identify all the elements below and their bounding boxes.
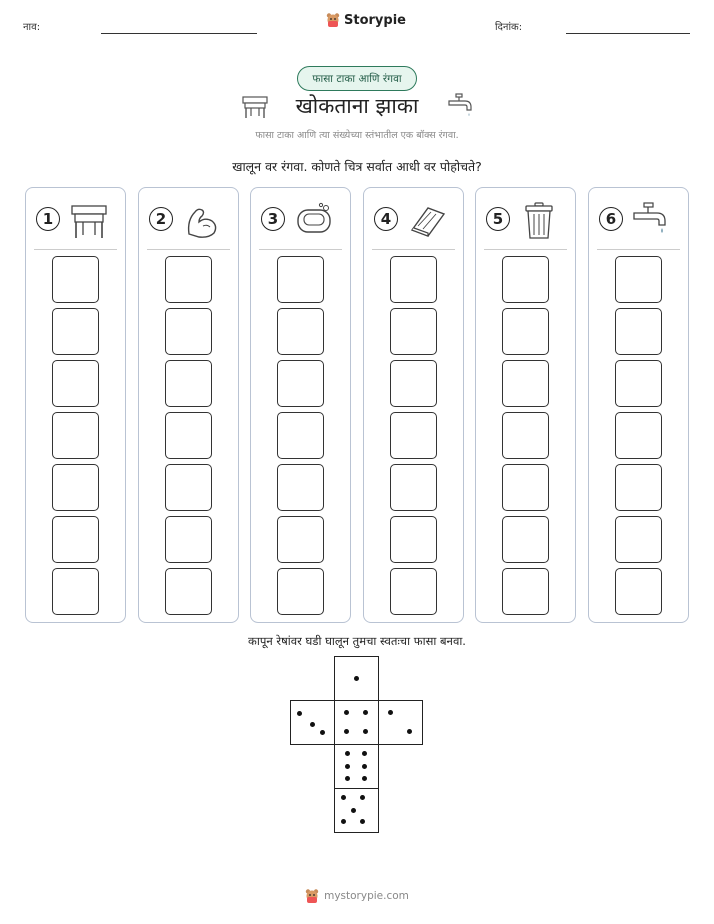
die-pip: [345, 764, 350, 769]
color-box[interactable]: [502, 412, 549, 459]
color-box[interactable]: [165, 516, 212, 563]
color-box[interactable]: [502, 568, 549, 615]
color-box[interactable]: [502, 360, 549, 407]
column-number: 6: [599, 207, 623, 231]
die-pip: [362, 751, 367, 756]
color-box[interactable]: [277, 412, 324, 459]
die-pip: [388, 710, 393, 715]
column-divider: [259, 249, 342, 250]
die-pip: [345, 776, 350, 781]
column-divider: [597, 249, 680, 250]
color-box[interactable]: [390, 568, 437, 615]
color-box[interactable]: [52, 464, 99, 511]
die-pip: [344, 710, 349, 715]
color-box[interactable]: [52, 568, 99, 615]
color-box[interactable]: [165, 568, 212, 615]
color-box[interactable]: [277, 568, 324, 615]
die-pip: [360, 795, 365, 800]
column-2: [138, 187, 239, 623]
die-pip: [341, 795, 346, 800]
die-pip: [310, 722, 315, 727]
column-header: [374, 200, 455, 240]
trash-can-icon: [518, 200, 560, 240]
die-pip: [351, 808, 356, 813]
color-box[interactable]: [502, 256, 549, 303]
die-pip: [407, 729, 412, 734]
color-box[interactable]: [615, 412, 662, 459]
color-box[interactable]: [390, 516, 437, 563]
color-box[interactable]: [390, 464, 437, 511]
color-box[interactable]: [277, 308, 324, 355]
column-5: [475, 187, 576, 623]
die-face-5: [334, 788, 379, 833]
color-box[interactable]: [165, 464, 212, 511]
brand-name: Storypie: [344, 12, 406, 28]
column-3: [250, 187, 351, 623]
color-box[interactable]: [390, 412, 437, 459]
column-divider: [372, 249, 455, 250]
color-box[interactable]: [390, 360, 437, 407]
bear-logo-icon: [326, 12, 340, 28]
color-box[interactable]: [165, 256, 212, 303]
die-pip: [363, 729, 368, 734]
column-header: [36, 200, 117, 240]
color-box[interactable]: [52, 308, 99, 355]
die-pip: [360, 819, 365, 824]
column-header: [261, 200, 342, 240]
color-box[interactable]: [165, 412, 212, 459]
color-box[interactable]: [165, 360, 212, 407]
die-pip: [362, 764, 367, 769]
column-number: 4: [374, 207, 398, 231]
page-title: खोकताना झाका: [295, 94, 419, 118]
column-header: [486, 200, 567, 240]
die-face-1: [334, 656, 379, 701]
brand-logo: [326, 12, 406, 28]
color-box[interactable]: [615, 516, 662, 563]
column-divider: [34, 249, 117, 250]
die-face-2: [378, 700, 423, 745]
column-header: [599, 200, 680, 240]
color-box[interactable]: [277, 516, 324, 563]
column-4: [363, 187, 464, 623]
die-pip: [341, 819, 346, 824]
column-1: [25, 187, 126, 623]
column-divider: [484, 249, 567, 250]
color-box[interactable]: [277, 464, 324, 511]
towel-icon: [406, 200, 448, 240]
die-face-6: [334, 744, 379, 789]
die-pip: [320, 730, 325, 735]
desk-icon: [68, 200, 110, 240]
color-box[interactable]: [615, 256, 662, 303]
die-pip: [344, 729, 349, 734]
color-box[interactable]: [52, 412, 99, 459]
column-number: 1: [36, 207, 60, 231]
die-face-4: [334, 700, 379, 745]
name-label: नाव:: [23, 22, 41, 33]
footer: [0, 888, 714, 904]
color-box[interactable]: [502, 516, 549, 563]
name-line[interactable]: [101, 33, 257, 34]
column-number: 5: [486, 207, 510, 231]
color-box[interactable]: [165, 308, 212, 355]
color-box[interactable]: [502, 464, 549, 511]
color-box[interactable]: [277, 256, 324, 303]
page-subtitle: फासा टाका आणि त्या संख्येच्या स्तंभातील एक बॉक्स रंगवा.: [255, 130, 459, 141]
column-number: 3: [261, 207, 285, 231]
date-line[interactable]: [566, 33, 690, 34]
color-box[interactable]: [502, 308, 549, 355]
color-box[interactable]: [52, 360, 99, 407]
column-divider: [147, 249, 230, 250]
die-pip: [297, 711, 302, 716]
die-pip: [354, 676, 359, 681]
color-box[interactable]: [615, 568, 662, 615]
color-box[interactable]: [52, 256, 99, 303]
die-face-3: [290, 700, 335, 745]
faucet-icon: [631, 200, 673, 240]
column-number: 2: [149, 207, 173, 231]
faucet-icon: [447, 92, 475, 120]
die-pip: [345, 751, 350, 756]
color-box[interactable]: [615, 360, 662, 407]
bear-logo-icon: [305, 888, 319, 904]
cut-instruction: कापून रेषांवर घडी घालून तुमचा स्वतःचा फासा बनवा.: [248, 634, 466, 648]
color-box[interactable]: [615, 308, 662, 355]
color-box[interactable]: [277, 360, 324, 407]
footer-url[interactable]: mystorypie.com: [324, 890, 409, 902]
color-box[interactable]: [390, 308, 437, 355]
column-6: [588, 187, 689, 623]
soap-icon: [293, 200, 335, 240]
instruction-text: खालून वर रंगवा. कोणते चित्र सर्वात आधी वर पोहोचते?: [232, 159, 482, 174]
activity-tag: फासा टाका आणि रंगवा: [297, 66, 417, 91]
color-box[interactable]: [390, 256, 437, 303]
flexed-arm-icon: [181, 200, 223, 240]
color-box[interactable]: [52, 516, 99, 563]
die-pip: [362, 776, 367, 781]
column-header: [149, 200, 230, 240]
date-label: दिनांक:: [495, 22, 523, 33]
die-pip: [363, 710, 368, 715]
color-box[interactable]: [615, 464, 662, 511]
